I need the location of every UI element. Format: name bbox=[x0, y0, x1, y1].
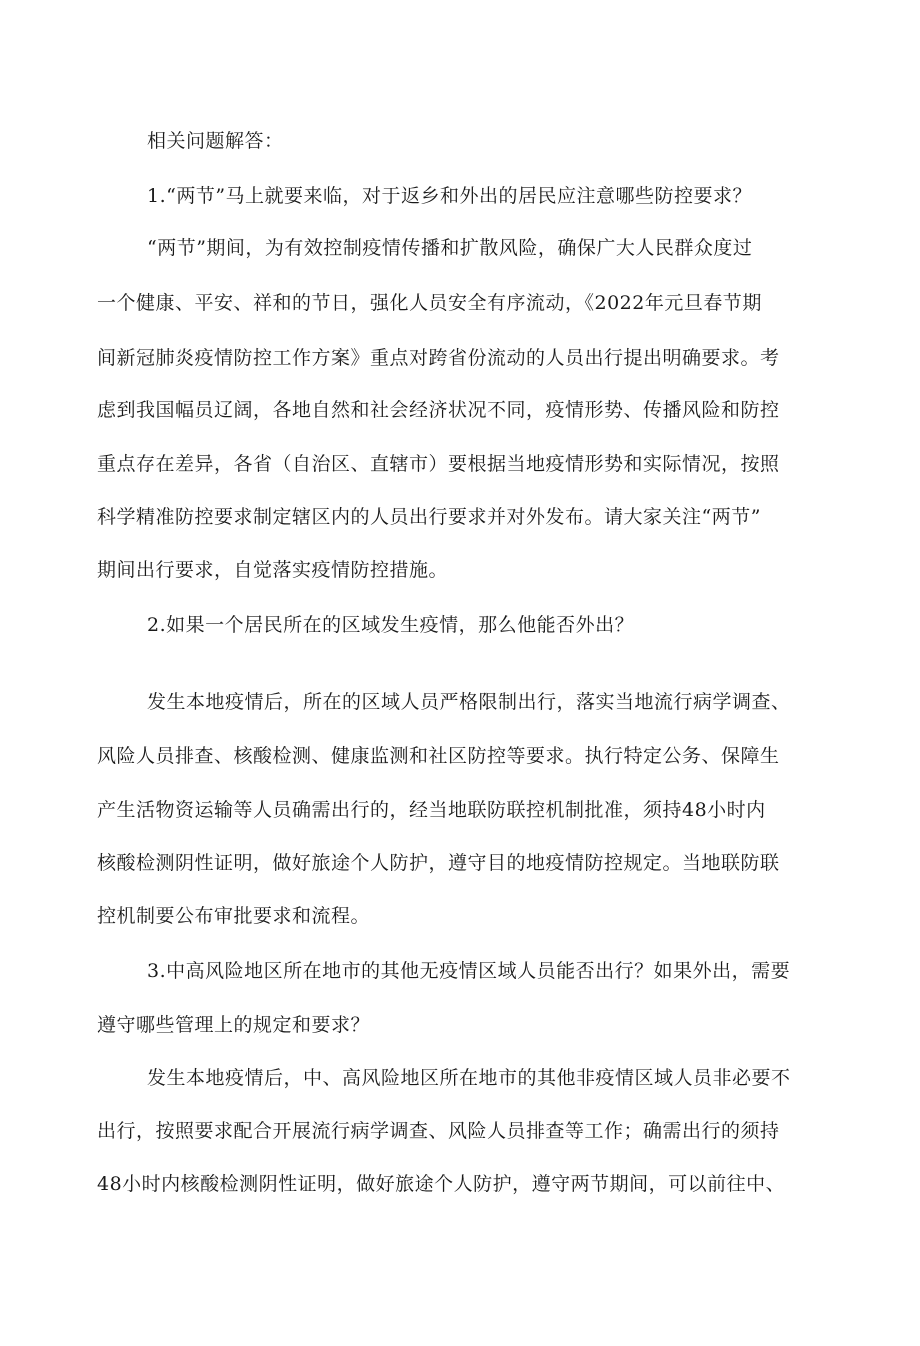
answer-2-line-3: 产生活物资运输等人员确需出行的，经当地联防联控机制批准，须持48小时内 bbox=[97, 799, 766, 821]
answer-1-line-7: 期间出行要求，自觉落实疫情防控措施。 bbox=[97, 559, 449, 581]
answer-1-line-1: “两节”期间，为有效控制疫情传播和扩散风险，确保广大人民群众度过 bbox=[147, 237, 753, 259]
answer-2-line-1: 发生本地疫情后，所在的区域人员严格限制出行，落实当地流行病学调查、 bbox=[147, 691, 791, 713]
question-2: 2.如果一个居民所在的区域发生疫情，那么他能否外出？ bbox=[147, 614, 635, 636]
answer-1-line-3: 间新冠肺炎疫情防控工作方案》重点对跨省份流动的人员出行提出明确要求。考 bbox=[97, 347, 780, 369]
answer-3-line-1: 发生本地疫情后，中、高风险地区所在地市的其他非疫情区域人员非必要不 bbox=[147, 1067, 791, 1089]
question-3-line-2: 遵守哪些管理上的规定和要求？ bbox=[97, 1014, 371, 1036]
answer-1-line-4: 虑到我国幅员辽阔，各地自然和社会经济状况不同，疫情形势、传播风险和防控 bbox=[97, 399, 780, 421]
question-1: 1.“两节”马上就要来临，对于返乡和外出的居民应注意哪些防控要求？ bbox=[147, 185, 753, 207]
section-heading: 相关问题解答： bbox=[147, 130, 284, 152]
answer-3-line-2: 出行，按照要求配合开展流行病学调查、风险人员排查等工作；确需出行的须持 bbox=[97, 1120, 780, 1142]
answer-3-line-3: 48小时内核酸检测阴性证明，做好旅途个人防护，遵守两节期间，可以前往中、 bbox=[97, 1173, 786, 1195]
answer-2-line-4: 核酸检测阴性证明，做好旅途个人防护，遵守目的地疫情防控规定。当地联防联 bbox=[97, 852, 780, 874]
answer-1-line-5: 重点存在差异，各省（自治区、直辖市）要根据当地疫情形势和实际情况，按照 bbox=[97, 453, 780, 475]
answer-1-line-2: 一个健康、平安、祥和的节日，强化人员安全有序流动，《2022年元旦春节期 bbox=[97, 292, 762, 314]
answer-1-line-6: 科学精准防控要求制定辖区内的人员出行要求并对外发布。请大家关注“两节” bbox=[97, 506, 761, 528]
question-3-line-1: 3.中高风险地区所在地市的其他无疫情区域人员能否出行？如果外出，需要 bbox=[147, 960, 791, 982]
answer-2-line-5: 控机制要公布审批要求和流程。 bbox=[97, 905, 371, 927]
answer-2-line-2: 风险人员排查、核酸检测、健康监测和社区防控等要求。执行特定公务、保障生 bbox=[97, 745, 780, 767]
